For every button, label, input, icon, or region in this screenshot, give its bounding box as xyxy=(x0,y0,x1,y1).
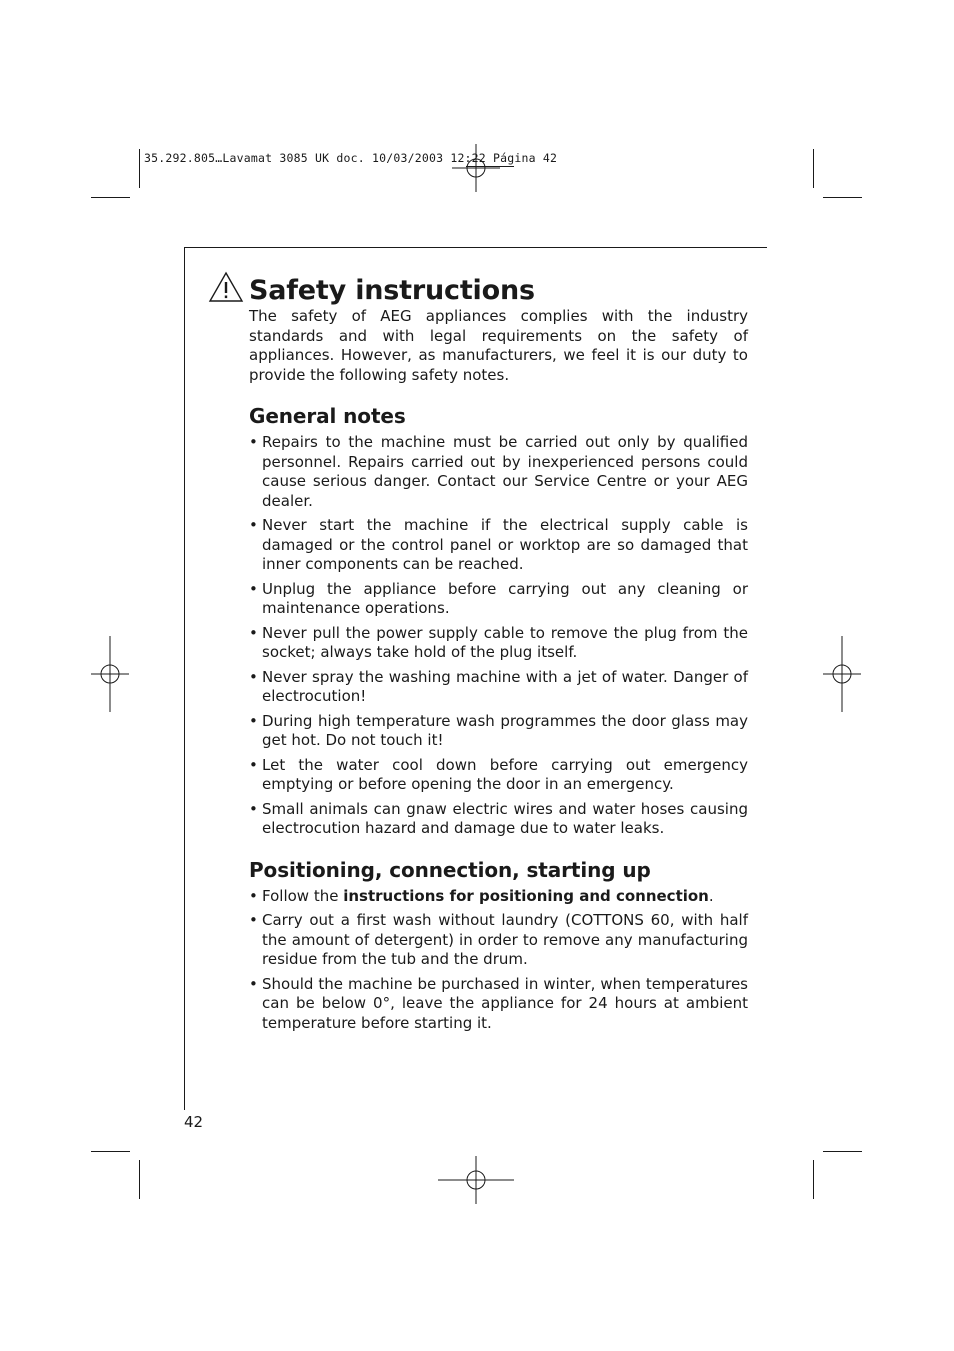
page-title: Safety instructions xyxy=(249,275,535,306)
page-frame-left xyxy=(184,247,185,1110)
list-item-text: Follow the xyxy=(262,886,344,905)
page-number: 42 xyxy=(184,1113,204,1131)
crop-mark xyxy=(91,197,130,198)
list-item: • Never spray the washing machine with a jet of water. Danger of electrocution! xyxy=(249,668,748,707)
crop-mark xyxy=(813,149,814,188)
print-header: 35.292.805…Lavamat 3085 UK doc. 10/03/2003 12:22 Página 42 xyxy=(144,151,558,165)
intro-paragraph: The safety of AEG appliances complies with the industry standards and with legal requirements on the safety of appliances. However, as manufacturers, we feel it is our duty to provide the following safety notes. xyxy=(249,307,748,384)
list-item: • Unplug the appliance before carrying out any cleaning or maintenance operations. xyxy=(249,580,748,619)
crop-mark xyxy=(139,1160,140,1199)
registration-mark-icon xyxy=(72,636,148,712)
cross-reference-text: instructions for positioning and connection xyxy=(343,886,709,905)
list-item-text: . xyxy=(708,886,714,905)
section-heading-general-notes: General notes xyxy=(249,404,406,428)
warning-triangle-icon xyxy=(208,271,244,303)
list-item: • Repairs to the machine must be carried out only by qualified personnel. Repairs carried out by inexperienced persons could cause serious danger. Contact our Service Centre or your AEG dealer. xyxy=(249,433,748,511)
list-item: • During high temperature wash programmes the door glass may get hot. Do not touch it! xyxy=(249,712,748,751)
section-heading-positioning: Positioning, connection, starting up xyxy=(249,857,651,882)
positioning-list xyxy=(249,887,748,1034)
registration-mark-icon xyxy=(804,636,880,712)
crop-mark xyxy=(823,1151,862,1152)
crop-mark xyxy=(813,1160,814,1199)
crop-mark xyxy=(91,1151,130,1152)
list-item: • Let the water cool down before carrying out emergency emptying or before opening the door in an emergency. xyxy=(249,756,748,795)
list-item: • Should the machine be purchased in winter, when temperatures can be below 0°, leave the appliance for 24 hours at ambient temperature before starting it. xyxy=(249,975,748,1034)
list-item: • Small animals can gnaw electric wires and water hoses causing electrocution hazard and damage due to water leaks. xyxy=(249,800,748,839)
list-item: • Carry out a first wash without laundry (COTTONS 60, with half the amount of detergent) in order to remove any manufacturing residue from the tub and the drum. xyxy=(249,911,748,970)
main-content xyxy=(249,275,748,1038)
page-frame-top xyxy=(184,247,767,248)
list-item xyxy=(249,887,748,907)
crop-mark xyxy=(823,197,862,198)
list-item: • Never pull the power supply cable to remove the plug from the socket; always take hold of the plug itself. xyxy=(249,624,748,663)
list-item: • Never start the machine if the electrical supply cable is damaged or the control panel or worktop are so damaged that inner components can be reached. xyxy=(249,516,748,575)
crop-mark xyxy=(139,149,140,188)
registration-mark-icon xyxy=(438,1142,514,1218)
general-notes-list xyxy=(249,433,748,839)
registration-mark-icon xyxy=(438,130,514,206)
